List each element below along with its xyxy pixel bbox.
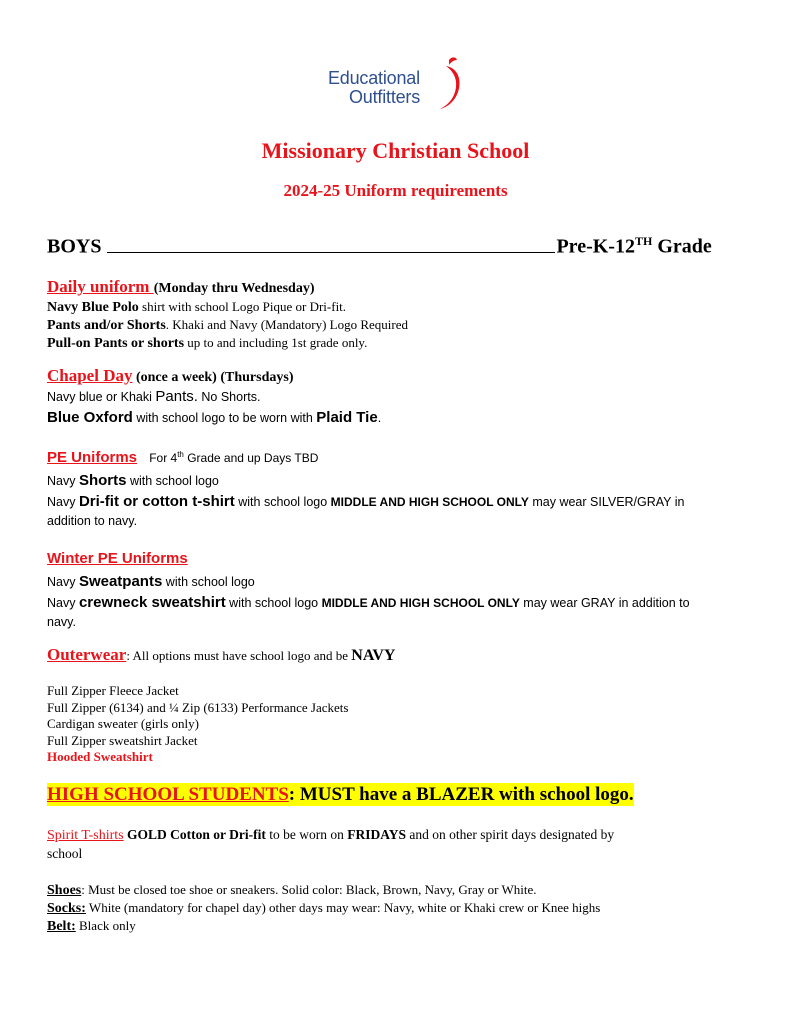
outerwear-title: Outerwear — [47, 645, 127, 664]
daily-line-1-rest: shirt with school Logo Pique or Dri-fit. — [138, 299, 347, 314]
chapel-line-2-b: . — [377, 411, 382, 425]
high-school-blazer-notice — [47, 784, 634, 806]
winter-pe-line-1: Navy Sweatpants with school logo — [47, 573, 255, 590]
navy-text: NAVY — [351, 647, 396, 664]
winter-pe-title: Winter PE Uniforms — [47, 550, 188, 567]
outerwear-item-3: Cardigan sweater (girls only) — [47, 716, 199, 731]
daily-line-3 — [47, 335, 367, 352]
pe-line-1: Navy Shorts with school logo — [47, 472, 219, 489]
daily-line-3-rest: up to and including 1st grade only. — [184, 335, 368, 350]
apple-swoosh-icon — [440, 56, 466, 112]
pe-uniforms-note: For 4th Grade and up Days TBD — [149, 450, 319, 465]
daily-uniform-heading — [47, 277, 315, 297]
chapel-line-2 — [47, 409, 381, 426]
daily-line-2-rest: . Khaki and Navy (Mandatory) Logo Required — [165, 317, 409, 332]
grade-sup: TH — [634, 234, 653, 248]
boys-grade-heading — [47, 234, 712, 259]
chapel-day-title: Chapel Day — [47, 366, 133, 385]
daily-uniform-days: (Monday thru Wednesday) — [153, 281, 315, 296]
outerwear-item-hooded: Hooded Sweatshirt — [47, 749, 153, 764]
belt-label: Belt: — [47, 919, 76, 934]
logo-line-1: Educational — [328, 68, 420, 88]
plaid-tie-text: Plaid Tie — [316, 409, 378, 426]
pants-text: Pants. — [155, 388, 198, 405]
crewneck-text: crewneck sweatshirt — [78, 594, 226, 611]
chapel-line-1-a: Navy blue or Khaki — [47, 390, 156, 404]
chapel-day-days: (once a week) (Thursdays) — [132, 370, 294, 385]
outerwear-item-2: Full Zipper (6134) and ¼ Zip (6133) Performance Jackets — [47, 700, 349, 715]
outerwear-note: : All options must have school logo and be — [126, 648, 352, 663]
logo-line-2: Outfitters — [349, 87, 421, 107]
pe-uniforms-heading — [47, 449, 318, 466]
daily-line-2 — [47, 317, 408, 334]
grade-suffix: Grade — [652, 235, 712, 258]
pe-line-2: Navy Dri-fit or cotton t-shirt with school logo MIDDLE AND HIGH SCHOOL ONLY may wear SILVER/GRAY in — [47, 493, 685, 510]
shoes-line: Shoes: Must be closed toe shoe or sneakers. Solid color: Black, Brown, Navy, Gray or White. — [47, 882, 537, 898]
pe-uniforms-title: PE Uniforms — [47, 449, 138, 466]
high-school-label: HIGH SCHOOL STUDENTS — [47, 784, 289, 805]
shorts-text: Shorts — [78, 472, 127, 489]
shoes-label: Shoes — [47, 883, 82, 898]
chapel-line-2-a: with school logo to be worn with — [132, 411, 317, 425]
navy-polo-text: Navy Blue Polo — [47, 300, 139, 315]
daily-uniform-title: Daily uniform — [47, 277, 154, 296]
drifit-text: Dri-fit or cotton t-shirt — [78, 493, 235, 510]
school-name: Missionary Christian School — [261, 138, 530, 163]
outerwear-item-4: Full Zipper sweatshirt Jacket — [47, 733, 198, 748]
document-subtitle: 2024-25 Uniform requirements — [283, 181, 508, 200]
socks-line: Socks: White (mandatory for chapel day) other days may wear: Navy, white or Khaki crew or Knee highs — [47, 900, 601, 916]
winter-pe-line-2-cont: navy. — [47, 615, 76, 629]
outerwear-heading — [47, 645, 395, 665]
name-blank-line — [107, 238, 555, 253]
daily-line-1 — [47, 299, 346, 316]
blue-oxford-text: Blue Oxford — [47, 409, 133, 426]
blazer-requirement: : MUST have a BLAZER with school logo. — [288, 784, 634, 805]
spirit-line-cont: school — [47, 846, 83, 861]
chapel-day-heading — [47, 366, 293, 386]
boys-label: BOYS — [47, 235, 102, 258]
outerwear-item-1: Full Zipper Fleece Jacket — [47, 683, 179, 698]
pull-on-text: Pull-on Pants or shorts — [47, 336, 185, 351]
pants-shorts-text: Pants and/or Shorts — [47, 318, 166, 333]
sweatpants-text: Sweatpants — [78, 573, 163, 590]
grade-prefix: Pre-K-12 — [556, 235, 635, 258]
winter-pe-line-2: Navy crewneck sweatshirt with school logo MIDDLE AND HIGH SCHOOL ONLY may wear GRAY in addition to — [47, 594, 690, 611]
chapel-line-1 — [47, 388, 260, 405]
chapel-line-1-b: No Shorts. — [197, 390, 261, 404]
pe-line-2-cont: addition to navy. — [47, 514, 138, 528]
winter-pe-heading — [47, 550, 188, 567]
spirit-label: Spirit T-shirts — [47, 828, 124, 843]
socks-label: Socks: — [47, 901, 86, 916]
spirit-line: Spirit T-shirts GOLD Cotton or Dri-fit to be worn on FRIDAYS and on other spirit days designated by — [47, 827, 615, 843]
educational-outfitters-logo — [328, 56, 468, 112]
belt-line: Belt: Black only — [47, 918, 136, 934]
